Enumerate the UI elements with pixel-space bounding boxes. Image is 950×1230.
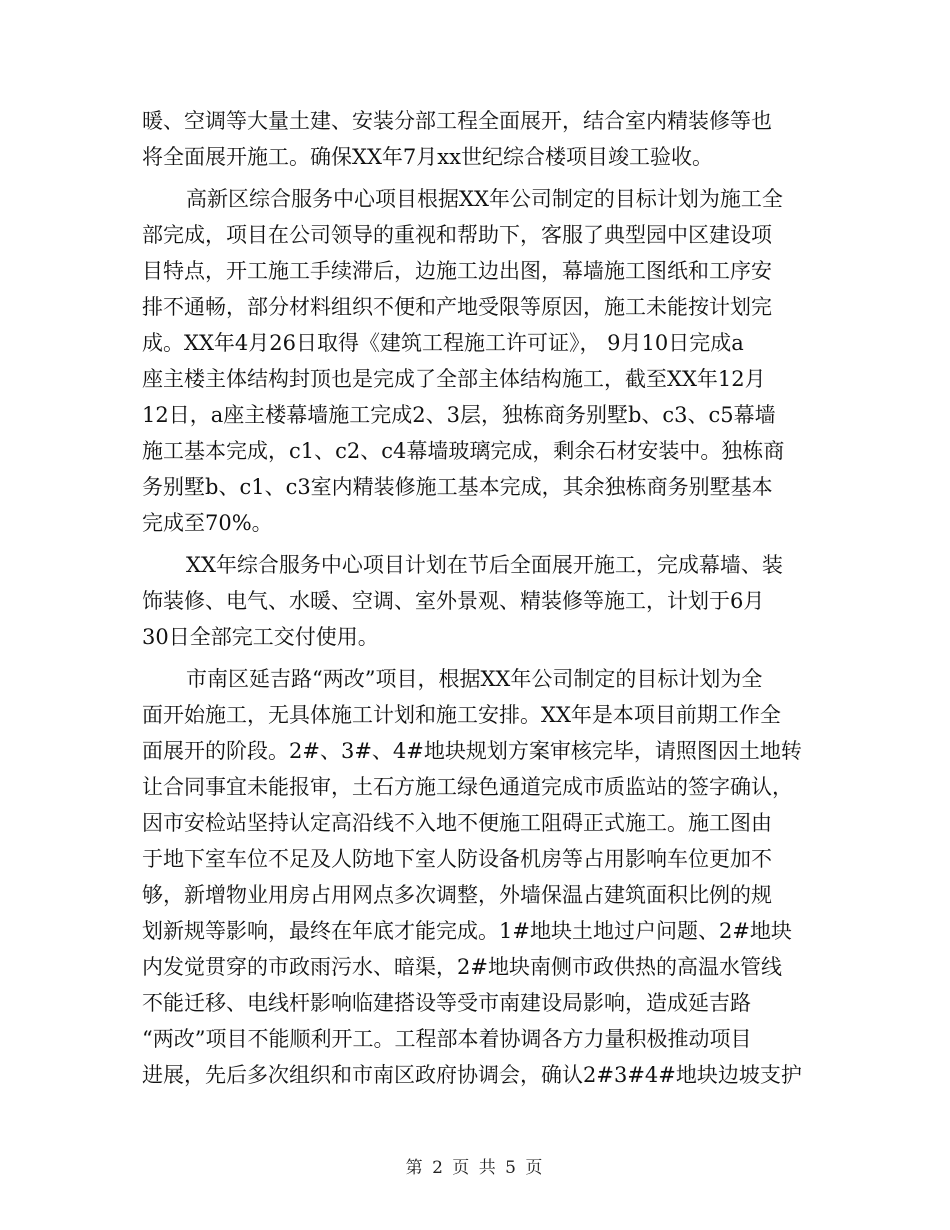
text-line: 因市安检站坚持认定高沿线不入地不便施工阻碍正式施工。施工图由 xyxy=(142,811,772,835)
text-line: 够，新增物业用房占用网点多次调整，外墙保温占建筑面积比例的规 xyxy=(142,883,772,907)
text-line: 务别墅b、c1、c3室内精装修施工基本完成，其余独栋商务别墅基本 xyxy=(142,475,773,499)
text-line: 暖、空调等大量土建、安装分部工程全面展开，结合室内精装修等也 xyxy=(142,109,772,133)
text-line: 市南区延吉路“两改”项目，根据XX年公司制定的目标计划为全 xyxy=(186,667,763,691)
text-line: 面开始施工，无具体施工计划和施工安排。XX年是本项目前期工作全 xyxy=(142,703,781,727)
document-body xyxy=(142,103,812,1093)
text-line: 面展开的阶段。2#、3#、4#地块规划方案审核完毕，请照图因土地转 xyxy=(142,739,802,763)
text-line: 座主楼主体结构封顶也是完成了全部主体结构施工，截至XX年12月 xyxy=(142,367,766,391)
text-line: 目特点，开工施工手续滞后，边施工边出图，幕墙施工图纸和工序安 xyxy=(142,259,772,283)
text-line: 30日全部完工交付使用。 xyxy=(142,625,379,649)
text-line: 成。XX年4月26日取得《建筑工程施工许可证》， 9月10日完成a xyxy=(142,331,744,355)
text-line: 不能迁移、电线杆影响临建搭设等受市南建设局影响，造成延吉路 xyxy=(142,991,751,1015)
paragraph xyxy=(142,181,812,541)
text-line: 内发觉贯穿的市政雨污水、暗渠，2#地块南侧市政供热的高温水管线 xyxy=(142,955,782,979)
paragraph xyxy=(142,547,812,655)
text-line: “两改”项目不能顺利开工。工程部本着协调各方力量积极推动项目 xyxy=(142,1027,752,1051)
text-line: 12日，a座主楼幕墙施工完成2、3层，独栋商务别墅b、c3、c5幕墙 xyxy=(142,403,776,427)
text-line: 进展，先后多次组织和市南区政府协调会，确认2#3#4#地块边坡支护 xyxy=(142,1063,802,1087)
text-line: XX年综合服务中心项目计划在节后全面展开施工，完成幕墙、装 xyxy=(186,553,783,577)
text-line: 完成至70%。 xyxy=(142,511,273,535)
text-line: 划新规等影响，最终在年底才能完成。1#地块土地过户问题、2#地块 xyxy=(142,919,792,943)
text-line: 于地下室车位不足及人防地下室人防设备机房等占用影响车位更加不 xyxy=(142,847,772,871)
text-line: 让合同事宜未能报审，土石方施工绿色通道完成市质监站的签字确认， xyxy=(142,775,793,799)
text-line: 排不通畅，部分材料组织不便和产地受限等原因，施工未能按计划完 xyxy=(142,295,772,319)
text-line: 施工基本完成，c1、c2、c4幕墙玻璃完成，剩余石材安装中。独栋商 xyxy=(142,439,785,463)
page-footer: 第 2 页 共 5 页 xyxy=(405,1158,545,1178)
paragraph xyxy=(142,103,812,175)
text-line: 饰装修、电气、水暖、空调、室外景观、精装修等施工，计划于6月 xyxy=(142,589,765,613)
text-line: 将全面展开施工。确保XX年7月xx世纪综合楼项目竣工验收。 xyxy=(142,145,713,169)
text-line: 高新区综合服务中心项目根据XX年公司制定的目标计划为施工全 xyxy=(186,187,783,211)
text-line: 部完成，项目在公司领导的重视和帮助下，客服了典型园中区建设项 xyxy=(142,223,772,247)
paragraph xyxy=(142,661,812,1093)
